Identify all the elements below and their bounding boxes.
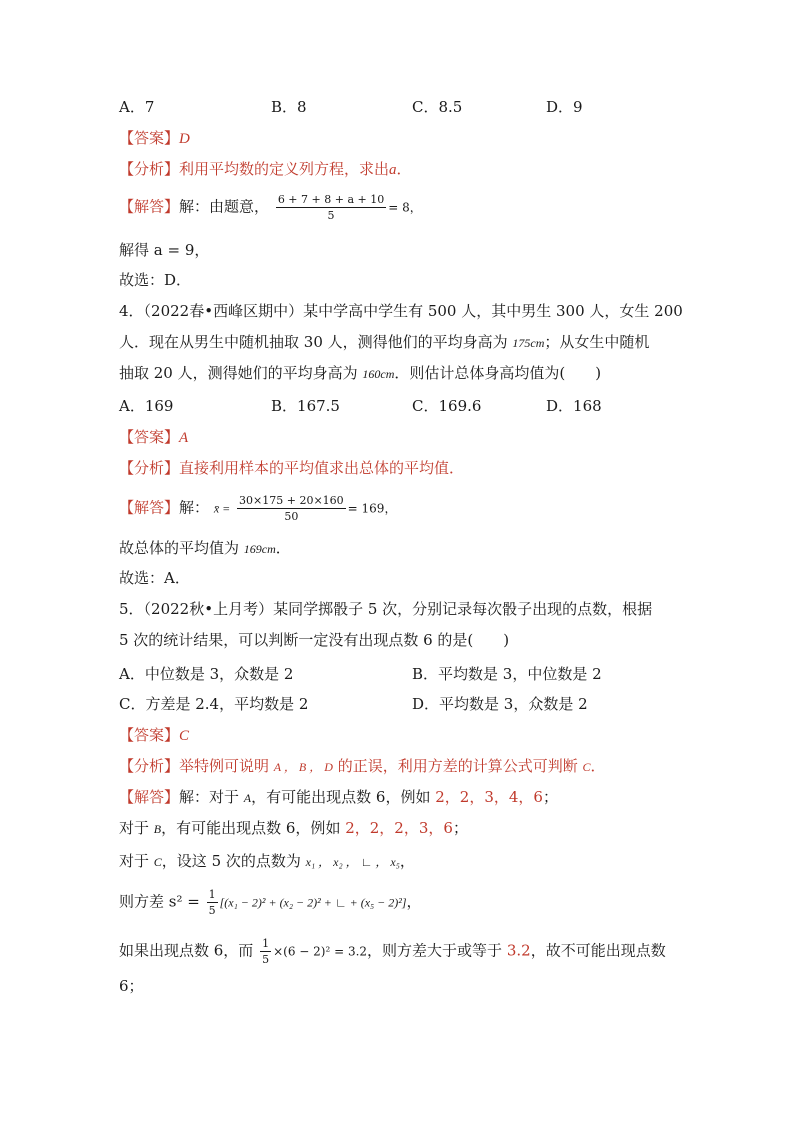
variance-body: [(x₁ − 2)² + (x₂ − 2)² + ∟ + (x₅ − 2)²] [219, 895, 407, 910]
q5-solution-c [119, 851, 415, 872]
analysis-text-b: 的正误，利用方差的计算公式可判断 [332, 757, 583, 775]
conclusion-text: 故总体的平均值为 [119, 539, 244, 557]
conclusion-end: ． [275, 539, 291, 557]
final-expr: ×(6 − 2)² = 3.2 [273, 944, 368, 959]
sol-c-var: C [153, 855, 162, 869]
q5-solution-a [119, 787, 558, 808]
fraction-numerator: 1 [208, 888, 216, 901]
analysis-end: ． [590, 757, 606, 775]
variance-end: ， [406, 892, 422, 911]
q4-solution [119, 494, 396, 523]
final-fraction [260, 937, 271, 966]
solution-intro: 解：由题意， [179, 197, 270, 216]
q4-stem-line1: 4．（2022春•西峰区期中）某中学高中学生有 500 人，其中男生 300 人，女生 200 [119, 302, 683, 320]
answer-tag: 【答案】 [119, 129, 180, 147]
sol-a-var: A [243, 791, 252, 805]
q4-line3-text-a: 抽取 20 人，测得她们的平均身高为 [119, 364, 363, 382]
analysis-tag: 【分析】 [119, 757, 180, 775]
answer-value: C [179, 728, 190, 744]
xbar-symbol: x̄ = [213, 501, 231, 516]
sol-b-var: B [153, 822, 162, 836]
final-mid: ，则方差大于或等于 [367, 941, 507, 960]
solution-tag: 【解答】 [119, 498, 180, 517]
sol-c-end: ， [399, 852, 415, 870]
q5-final-last: 6； [119, 977, 144, 995]
solution-intro: 解： [179, 498, 210, 517]
fraction-denominator: 5 [262, 953, 270, 966]
fraction-denominator: 5 [208, 904, 216, 917]
fraction-denominator: 5 [327, 209, 335, 222]
q5-answer [119, 725, 189, 746]
solution-tag: 【解答】 [119, 197, 180, 216]
final-text-b: ，故不可能出现点数 [530, 941, 666, 960]
analysis-text: 直接利用样本的平均值求出总体的平均值． [179, 459, 465, 477]
variance-fraction [207, 888, 218, 917]
sol-a-end: ； [542, 788, 558, 806]
fraction-rhs: = 169， [347, 501, 397, 516]
sol-c-mid: ，设这 5 次的点数为 [161, 852, 306, 870]
sol-b-mid: ，有可能出现点数 6，例如 [161, 819, 346, 837]
q5-option-c: C．方差是 2.4，平均数是 2 [119, 695, 309, 713]
sol-a-mid: ，有可能出现点数 6，例如 [251, 788, 436, 806]
q3-fraction [276, 193, 386, 222]
analysis-var-c: C [582, 760, 591, 774]
q3-answer [119, 128, 190, 149]
q3-option-a: A．7 [119, 98, 155, 116]
q4-choose: 故选：A． [119, 569, 190, 587]
q4-line2-text-b: ；从女生中随机 [544, 333, 650, 351]
q5-option-b: B．平均数是 3，中位数是 2 [412, 665, 602, 683]
analysis-tag: 【分析】 [119, 459, 180, 477]
q5-variance-formula [119, 888, 422, 917]
q4-line2-text-a: 人．现在从男生中随机抽取 30 人，测得他们的平均身高为 [119, 333, 513, 351]
q4-option-a: A．169 [119, 397, 174, 415]
fraction-numerator: 30×175 + 20×160 [239, 494, 344, 507]
q4-analysis [119, 458, 464, 478]
analysis-tag: 【分析】 [119, 160, 180, 178]
solution-tag: 【解答】 [119, 788, 180, 806]
q4-option-d: D．168 [546, 397, 602, 415]
q3-solution [119, 193, 422, 222]
analysis-text: 利用平均数的定义列方程，求出 [179, 160, 390, 178]
q5-final-line [119, 937, 666, 966]
analysis-var: a [389, 162, 397, 178]
q4-fraction [237, 494, 346, 523]
fraction-rhs: = 8， [388, 200, 422, 215]
analysis-vars: A ， B ， D [273, 760, 333, 774]
q4-stem-line2 [119, 332, 649, 353]
fraction-numerator: 1 [262, 937, 270, 950]
q4-option-b: B．167.5 [271, 397, 340, 415]
fraction-numerator: 6 + 7 + 8 + a + 10 [277, 193, 385, 206]
sol-b-end: ； [452, 819, 468, 837]
sol-b-pre: 对于 [119, 819, 154, 837]
q5-stem-line1: 5．（2022秋•上月考）某同学掷骰子 5 次，分别记录每次骰子出现的点数，根据 [119, 600, 653, 618]
q3-analysis [119, 159, 412, 180]
answer-tag: 【答案】 [119, 428, 180, 446]
sol-c-vars: x₁ ， x₂ ， ∟ ， x₅ [305, 855, 400, 869]
q5-option-d: D．平均数是 3，众数是 2 [412, 695, 588, 713]
answer-tag: 【答案】 [119, 726, 180, 744]
analysis-text-a: 举特例可说明 [179, 757, 274, 775]
q5-solution-b [119, 818, 468, 839]
q4-line3-text-b: ．则估计总体身高均值为( ) [394, 364, 602, 382]
q5-analysis [119, 756, 606, 777]
q3-option-c: C．8.5 [412, 98, 463, 116]
q4-option-c: C．169.6 [412, 397, 482, 415]
final-pre: 如果出现点数 6，而 [119, 941, 259, 960]
variance-pre: 则方差 s² = [119, 892, 200, 911]
q3-choose: 故选：D． [119, 271, 192, 289]
q5-option-a: A．中位数是 3，众数是 2 [119, 665, 294, 683]
fraction-denominator: 50 [284, 510, 299, 523]
q4-line2-unit: 175cm [512, 336, 545, 350]
sol-c-pre: 对于 [119, 852, 154, 870]
answer-value: A [179, 430, 189, 446]
sol-a-example: 2，2，3，4，6 [435, 788, 543, 806]
conclusion-unit: 169cm [243, 542, 276, 556]
answer-value: D [179, 131, 190, 147]
q3-option-d: D．9 [546, 98, 583, 116]
final-value: 3.2 [506, 941, 531, 960]
sol-a-pre: 解：对于 [179, 788, 244, 806]
q4-conclusion [119, 538, 291, 559]
q4-line3-unit: 160cm [362, 367, 395, 381]
q4-answer [119, 427, 188, 448]
sol-b-example: 2，2，2，3，6 [345, 819, 453, 837]
q4-stem-line3 [119, 363, 601, 384]
q3-option-b: B．8 [271, 98, 307, 116]
q5-stem-line2: 5 次的统计结果，可以判断一定没有出现点数 6 的是( ) [119, 631, 510, 649]
q3-result: 解得 a = 9， [119, 241, 210, 259]
analysis-end: ． [396, 160, 412, 178]
